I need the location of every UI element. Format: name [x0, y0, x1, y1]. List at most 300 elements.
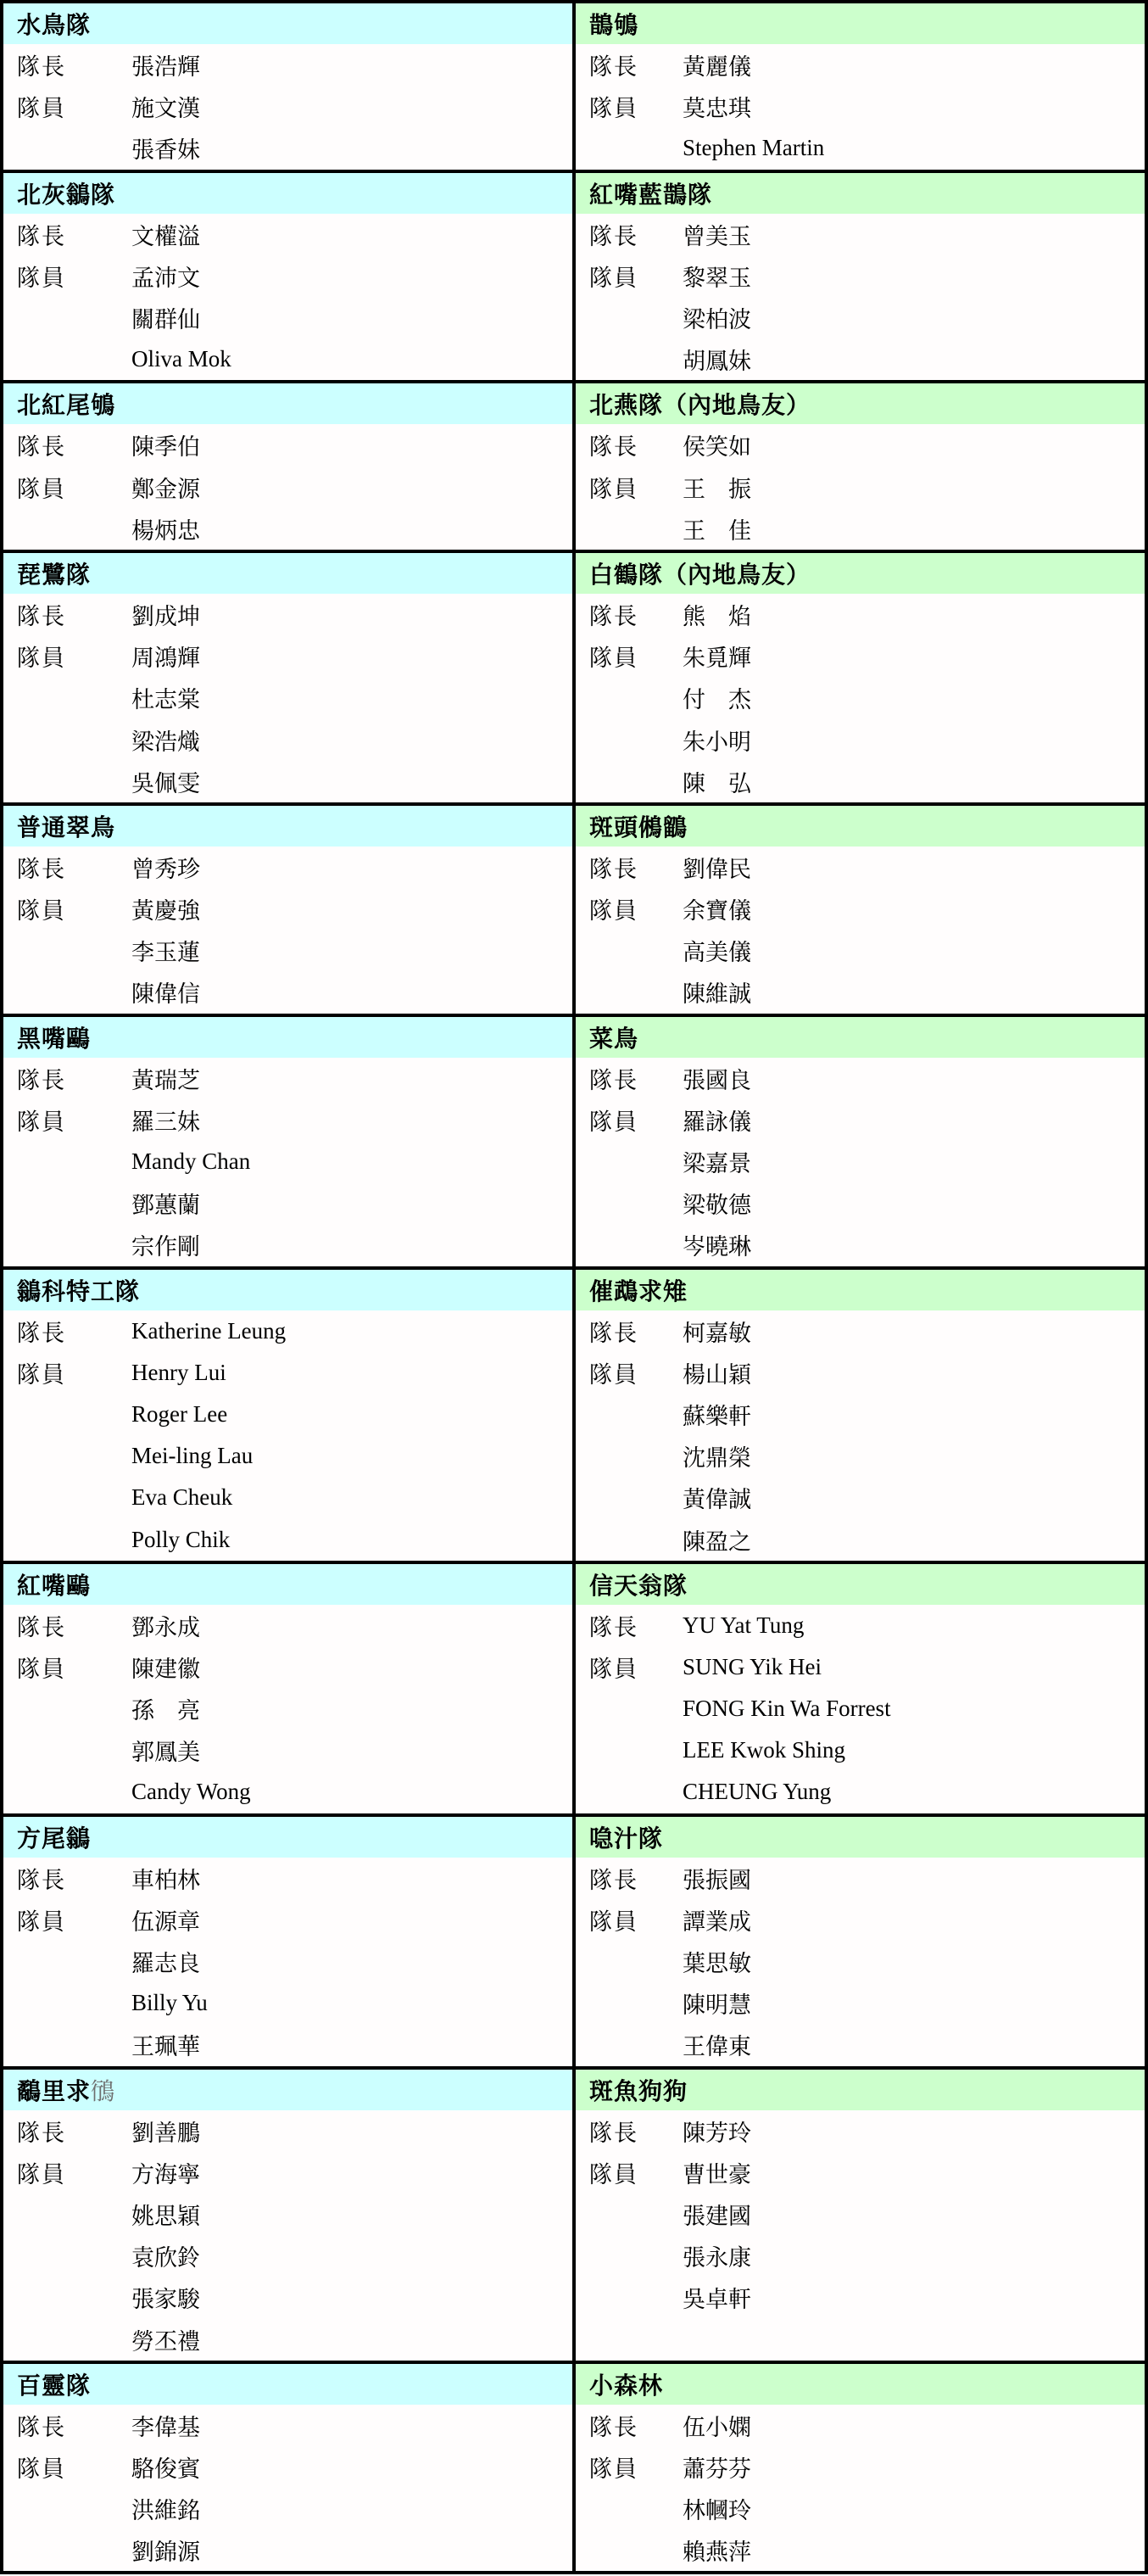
- captain-name: Katherine Leung: [131, 1317, 287, 1344]
- captain-name: 鄧永成: [131, 1614, 200, 1640]
- team-title: 鶲科特工隊: [17, 1278, 141, 1305]
- member-row: [3, 1394, 572, 1435]
- member-name: 袁欣鈴: [131, 2245, 200, 2271]
- member-name: Roger Lee: [131, 1400, 228, 1427]
- member-name: 陳明慧: [683, 1992, 751, 2019]
- member-row: [576, 1224, 1145, 1266]
- member-name: 楊山穎: [683, 1361, 751, 1388]
- member-row: [576, 1352, 1145, 1394]
- member-name: Polly Chik: [131, 1526, 231, 1552]
- member-row: [576, 761, 1145, 802]
- member-row: [3, 971, 572, 1013]
- team-section: [576, 553, 1145, 802]
- team-section: [3, 383, 572, 550]
- captain-name: 曾秀珍: [131, 856, 200, 882]
- captain-name: 伍小嫻: [683, 2414, 751, 2440]
- team-title: 北燕隊（內地鳥友）: [589, 393, 811, 420]
- captain-label: 隊長: [17, 603, 66, 629]
- member-row: [576, 1646, 1145, 1688]
- team-section: [3, 173, 572, 381]
- member-name: 葉思敏: [683, 1951, 751, 1977]
- member-row: [576, 2193, 1145, 2235]
- member-name: 楊炳忠: [131, 517, 200, 544]
- captain-row: [576, 1858, 1145, 1899]
- member-name: 陳建徽: [131, 1656, 200, 1682]
- member-name: 黎翠玉: [683, 265, 751, 291]
- team-section: [576, 1564, 1145, 1813]
- captain-name: 黃麗儀: [683, 54, 751, 81]
- member-label: 隊員: [589, 1109, 638, 1135]
- member-row: [576, 338, 1145, 380]
- captain-name: 柯嘉敏: [683, 1320, 751, 1346]
- captain-row: [3, 1310, 572, 1352]
- team-header: [3, 2364, 572, 2405]
- member-row: [576, 930, 1145, 971]
- member-label: 隊員: [589, 645, 638, 672]
- member-row: [3, 467, 572, 508]
- team-section: [3, 2364, 572, 2572]
- member-row: [3, 1182, 572, 1224]
- captain-label: 隊長: [17, 434, 66, 461]
- member-row: [3, 761, 572, 802]
- member-row: [3, 2152, 572, 2193]
- captain-row: [576, 424, 1145, 466]
- captain-name: 張振國: [683, 1867, 751, 1893]
- team-header: [576, 553, 1145, 594]
- team-header: [576, 2364, 1145, 2405]
- member-name: 鄧蕙蘭: [131, 1193, 200, 1219]
- team-header: [3, 1017, 572, 1058]
- member-row: [576, 2277, 1145, 2318]
- team-section: [3, 1817, 572, 2066]
- team-title: 喼汁隊: [589, 1825, 664, 1852]
- member-name: CHEUNG Yung: [683, 1779, 832, 1805]
- member-name: 姚思穎: [131, 2203, 200, 2229]
- team-title: 催鵡求雉: [589, 1278, 688, 1305]
- member-name: 孟沛文: [131, 265, 200, 291]
- captain-row: [3, 424, 572, 466]
- member-name: Oliva Mok: [131, 346, 231, 372]
- member-row: [3, 677, 572, 718]
- captain-row: [3, 214, 572, 255]
- captain-label: 隊長: [17, 2120, 66, 2146]
- member-row: [576, 1771, 1145, 1813]
- team-title: 鷸里求: [17, 2078, 92, 2105]
- captain-name: 侯笑如: [683, 434, 751, 461]
- captain-label: 隊長: [17, 223, 66, 249]
- member-row: [576, 2024, 1145, 2065]
- team-title: 紅嘴藍鵲隊: [589, 182, 713, 209]
- member-name: 陳盈之: [683, 1528, 751, 1555]
- member-row: [576, 1729, 1145, 1771]
- member-name: 黃慶強: [131, 898, 200, 925]
- member-name: 伍源章: [131, 1908, 200, 1935]
- member-row: [3, 2193, 572, 2235]
- member-row: [3, 1224, 572, 1266]
- member-row: [3, 930, 572, 971]
- member-name: 沈鼎榮: [683, 1445, 751, 1472]
- captain-label: 隊長: [17, 2414, 66, 2440]
- member-name: 蘇樂軒: [683, 1403, 751, 1429]
- member-row: [3, 1982, 572, 2024]
- member-row: [576, 1518, 1145, 1560]
- team-header: [576, 2070, 1145, 2110]
- member-row: [576, 1688, 1145, 1729]
- captain-name: 陳季伯: [131, 434, 200, 461]
- member-name: 王 振: [683, 476, 751, 502]
- member-row: [576, 1141, 1145, 1182]
- team-section: [576, 173, 1145, 381]
- member-name: 羅志良: [131, 1951, 200, 1977]
- member-name: 吳佩雯: [131, 770, 200, 796]
- member-name: 陳 弘: [683, 770, 751, 796]
- member-name: 方海寧: [131, 2161, 200, 2188]
- captain-name: 李偉基: [131, 2414, 200, 2440]
- captain-label: 隊長: [17, 1867, 66, 1893]
- captain-row: [3, 1858, 572, 1899]
- member-name: 張建國: [683, 2203, 751, 2229]
- team-title: 黑嘴鷗: [17, 1025, 92, 1053]
- team-title: 百靈隊: [17, 2372, 92, 2400]
- member-row: [3, 718, 572, 760]
- team-title: 北灰鶲隊: [17, 182, 116, 209]
- member-label: 隊員: [589, 898, 638, 925]
- team-section: [3, 2070, 572, 2361]
- member-name: 宗作剛: [131, 1234, 200, 1260]
- member-row: [3, 2446, 572, 2488]
- member-name: 勞丕禮: [131, 2328, 200, 2355]
- member-name: 梁嘉景: [683, 1151, 751, 1177]
- member-label: 隊員: [589, 476, 638, 502]
- member-name: Mandy Chan: [131, 1148, 251, 1175]
- member-name: 譚業成: [683, 1908, 751, 1935]
- member-row: [576, 635, 1145, 677]
- team-header: [576, 1017, 1145, 1058]
- member-row: [576, 127, 1145, 169]
- team-section: [3, 553, 572, 802]
- team-title: 普通翠鳥: [17, 814, 116, 841]
- team-title: 斑頭鵂鶹: [589, 814, 688, 841]
- team-header: [3, 3, 572, 44]
- member-name: Billy Yu: [131, 1990, 208, 2016]
- member-row: [3, 1688, 572, 1729]
- member-name: 陳維誠: [683, 981, 751, 1008]
- team-section: [576, 806, 1145, 1014]
- member-label: 隊員: [589, 1361, 638, 1388]
- captain-name: 劉偉民: [683, 856, 751, 882]
- captain-name: 文權溢: [131, 223, 200, 249]
- captain-label: 隊長: [589, 1067, 638, 1093]
- member-row: [3, 1435, 572, 1477]
- member-name: 關群仙: [131, 307, 200, 333]
- member-name: 岑曉琳: [683, 1234, 751, 1260]
- captain-row: [3, 1058, 572, 1099]
- member-name: 劉錦源: [131, 2540, 200, 2566]
- member-name: Mei-ling Lau: [131, 1443, 254, 1469]
- member-name: Stephen Martin: [683, 135, 825, 161]
- captain-row: [576, 1058, 1145, 1099]
- member-row: [3, 127, 572, 169]
- team-header: [576, 383, 1145, 424]
- member-row: [3, 338, 572, 380]
- member-row: [576, 2446, 1145, 2488]
- member-name: 黃偉誠: [683, 1487, 751, 1513]
- captain-label: 隊長: [17, 1320, 66, 1346]
- team-header: [3, 173, 572, 214]
- member-row: [3, 1941, 572, 1982]
- member-name: 莫忠琪: [683, 96, 751, 122]
- captain-name: 劉善鵬: [131, 2120, 200, 2146]
- captain-label: 隊長: [589, 1867, 638, 1893]
- member-name: LEE Kwok Shing: [683, 1737, 845, 1763]
- team-section: [3, 1017, 572, 1266]
- captain-name: 車柏林: [131, 1867, 200, 1893]
- member-name: 駱俊賓: [131, 2456, 200, 2482]
- team-section: [576, 383, 1145, 550]
- captain-label: 隊長: [17, 54, 66, 81]
- member-name: 林幗玲: [683, 2498, 751, 2524]
- member-name: 施文漢: [131, 96, 200, 122]
- member-name: 胡鳳妹: [683, 349, 751, 375]
- member-row: [576, 255, 1145, 297]
- member-label: 隊員: [17, 476, 66, 502]
- captain-label: 隊長: [589, 223, 638, 249]
- team-title: 斑魚狗狗: [589, 2078, 688, 2105]
- member-label: 隊員: [17, 1908, 66, 1935]
- member-label: 隊員: [589, 2456, 638, 2482]
- captain-row: [576, 2110, 1145, 2152]
- captain-name: 曾美玉: [683, 223, 751, 249]
- captain-row: [3, 2405, 572, 2446]
- team-title: 方尾鶲: [17, 1825, 92, 1852]
- member-name: 余寶儀: [683, 898, 751, 925]
- member-label: 隊員: [589, 1656, 638, 1682]
- member-row: [576, 1099, 1145, 1141]
- captain-row: [3, 2110, 572, 2152]
- member-row: [576, 1182, 1145, 1224]
- team-section: [3, 1564, 572, 1813]
- team-section: [576, 1270, 1145, 1561]
- member-name: 周鴻輝: [131, 645, 200, 672]
- team-header: [576, 1817, 1145, 1858]
- member-label: 隊員: [17, 96, 66, 122]
- member-row: [576, 718, 1145, 760]
- captain-row: [576, 1310, 1145, 1352]
- captain-row: [576, 214, 1145, 255]
- member-label: 隊員: [589, 96, 638, 122]
- member-row: [3, 1477, 572, 1518]
- captain-name: 張國良: [683, 1067, 751, 1093]
- member-row: [3, 888, 572, 930]
- member-name: 高美儀: [683, 940, 751, 966]
- captain-label: 隊長: [589, 856, 638, 882]
- team-section: [3, 3, 572, 170]
- member-row: [3, 2024, 572, 2065]
- captain-label: 隊長: [17, 1614, 66, 1640]
- member-row: [3, 2318, 572, 2360]
- member-row: [3, 1141, 572, 1182]
- member-row: [3, 1646, 572, 1688]
- member-row: [3, 1099, 572, 1141]
- team-section: [576, 2364, 1145, 2572]
- member-name: Candy Wong: [131, 1779, 251, 1805]
- member-name: 張香妹: [131, 137, 200, 164]
- member-row: [576, 86, 1145, 127]
- member-name: 鄭金源: [131, 476, 200, 502]
- captain-row: [576, 2405, 1145, 2446]
- member-row: [576, 1941, 1145, 1982]
- member-name: Eva Cheuk: [131, 1484, 233, 1511]
- member-row: [3, 2488, 572, 2529]
- captain-row: [576, 44, 1145, 86]
- member-name: 曹世豪: [683, 2161, 751, 2188]
- team-title: 鵲鴝: [589, 13, 639, 39]
- member-label: 隊員: [17, 2456, 66, 2482]
- team-header: [3, 2070, 572, 2110]
- member-row: [3, 2235, 572, 2277]
- team-title: 信天翁隊: [589, 1573, 688, 1600]
- member-row: [3, 1771, 572, 1813]
- captain-row: [576, 847, 1145, 888]
- member-row: [576, 971, 1145, 1013]
- team-header: [3, 806, 572, 847]
- member-name: 付 杰: [683, 687, 751, 713]
- team-title-fallback-glyph: 鴴: [91, 2078, 116, 2105]
- member-label: 隊員: [17, 1109, 66, 1135]
- team-section: [3, 806, 572, 1014]
- member-name: 李玉蓮: [131, 940, 200, 966]
- member-name: 梁敬德: [683, 1193, 751, 1219]
- member-label: 隊員: [17, 1656, 66, 1682]
- captain-label: 隊長: [589, 434, 638, 461]
- member-row: [576, 1982, 1145, 2024]
- team-section: [3, 1270, 572, 1561]
- team-header: [576, 1564, 1145, 1605]
- member-name: 陳偉信: [131, 981, 200, 1008]
- team-title: 紅嘴鷗: [17, 1573, 92, 1600]
- member-name: 梁浩熾: [131, 729, 200, 755]
- team-header: [3, 553, 572, 594]
- member-label: 隊員: [17, 1361, 66, 1388]
- member-row: [3, 1518, 572, 1560]
- member-row: [3, 297, 572, 338]
- member-row: [576, 1435, 1145, 1477]
- team-header: [3, 1817, 572, 1858]
- member-row: [576, 297, 1145, 338]
- member-row: [576, 508, 1145, 550]
- captain-row: [576, 1605, 1145, 1646]
- member-name: 王珮華: [131, 2034, 200, 2060]
- member-label: 隊員: [589, 265, 638, 291]
- member-label: 隊員: [17, 898, 66, 925]
- member-row: [576, 888, 1145, 930]
- member-label: 隊員: [589, 1908, 638, 1935]
- member-row: [3, 1352, 572, 1394]
- team-header: [3, 383, 572, 424]
- member-row: [3, 2277, 572, 2318]
- team-title: 北紅尾鴝: [17, 393, 116, 420]
- captain-label: 隊長: [589, 2414, 638, 2440]
- member-row: [3, 255, 572, 297]
- member-name: 羅三妹: [131, 1109, 200, 1135]
- member-name: 張永康: [683, 2245, 751, 2271]
- member-row: [3, 508, 572, 550]
- member-row: [3, 2529, 572, 2571]
- team-header: [576, 1270, 1145, 1310]
- member-name: FONG Kin Wa Forrest: [683, 1696, 891, 1722]
- captain-name: 張浩輝: [131, 54, 200, 81]
- captain-row: [3, 44, 572, 86]
- captain-label: 隊長: [589, 2120, 638, 2146]
- member-row: [576, 467, 1145, 508]
- team-header: [576, 3, 1145, 44]
- member-name: 羅詠儀: [683, 1109, 751, 1135]
- team-header: [576, 173, 1145, 214]
- team-header: [3, 1270, 572, 1310]
- team-header: [3, 1564, 572, 1605]
- team-section: [576, 1017, 1145, 1266]
- member-name: 王 佳: [683, 517, 751, 544]
- team-header: [576, 806, 1145, 847]
- captain-name: YU Yat Tung: [683, 1612, 805, 1638]
- team-section: [576, 3, 1145, 170]
- member-row: [576, 2152, 1145, 2193]
- member-row: [3, 635, 572, 677]
- member-label: 隊員: [17, 645, 66, 672]
- member-name: 吳卓軒: [683, 2287, 751, 2313]
- member-name: 杜志棠: [131, 687, 200, 713]
- member-label: 隊員: [17, 265, 66, 291]
- captain-label: 隊長: [17, 856, 66, 882]
- member-name: Henry Lui: [131, 1359, 226, 1385]
- captain-row: [3, 594, 572, 635]
- team-title: 琵鷺隊: [17, 562, 92, 589]
- member-label: 隊員: [17, 2161, 66, 2188]
- member-row: [576, 1394, 1145, 1435]
- team-title: 小森林: [589, 2372, 664, 2400]
- captain-row: [3, 847, 572, 888]
- member-name: 朱小明: [683, 729, 751, 755]
- captain-label: 隊長: [589, 603, 638, 629]
- member-name: 梁柏波: [683, 307, 751, 333]
- member-name: 蕭芬芬: [683, 2456, 751, 2482]
- member-row: [3, 1899, 572, 1941]
- member-row: [3, 1729, 572, 1771]
- captain-label: 隊長: [589, 1614, 638, 1640]
- captain-name: 陳芳玲: [683, 2120, 751, 2146]
- captain-row: [576, 594, 1145, 635]
- captain-label: 隊長: [589, 54, 638, 81]
- member-row: [3, 86, 572, 127]
- member-name: 朱覓輝: [683, 645, 751, 672]
- member-row: [576, 677, 1145, 718]
- team-title: 菜鳥: [589, 1025, 639, 1053]
- captain-label: 隊長: [17, 1067, 66, 1093]
- member-name: 洪維銘: [131, 2498, 200, 2524]
- member-name: 郭鳳美: [131, 1740, 200, 1766]
- member-row: [576, 1477, 1145, 1518]
- member-row: [576, 2488, 1145, 2529]
- team-title: 水鳥隊: [17, 13, 92, 39]
- member-row: [576, 2529, 1145, 2571]
- member-name: 張家駿: [131, 2287, 200, 2313]
- member-name: 賴燕萍: [683, 2540, 751, 2566]
- member-name: 王偉東: [683, 2034, 751, 2060]
- team-title: 白鶴隊（內地鳥友）: [589, 562, 811, 589]
- team-section: [576, 2070, 1145, 2361]
- captain-name: 黃瑞芝: [131, 1067, 200, 1093]
- member-row: [576, 2235, 1145, 2277]
